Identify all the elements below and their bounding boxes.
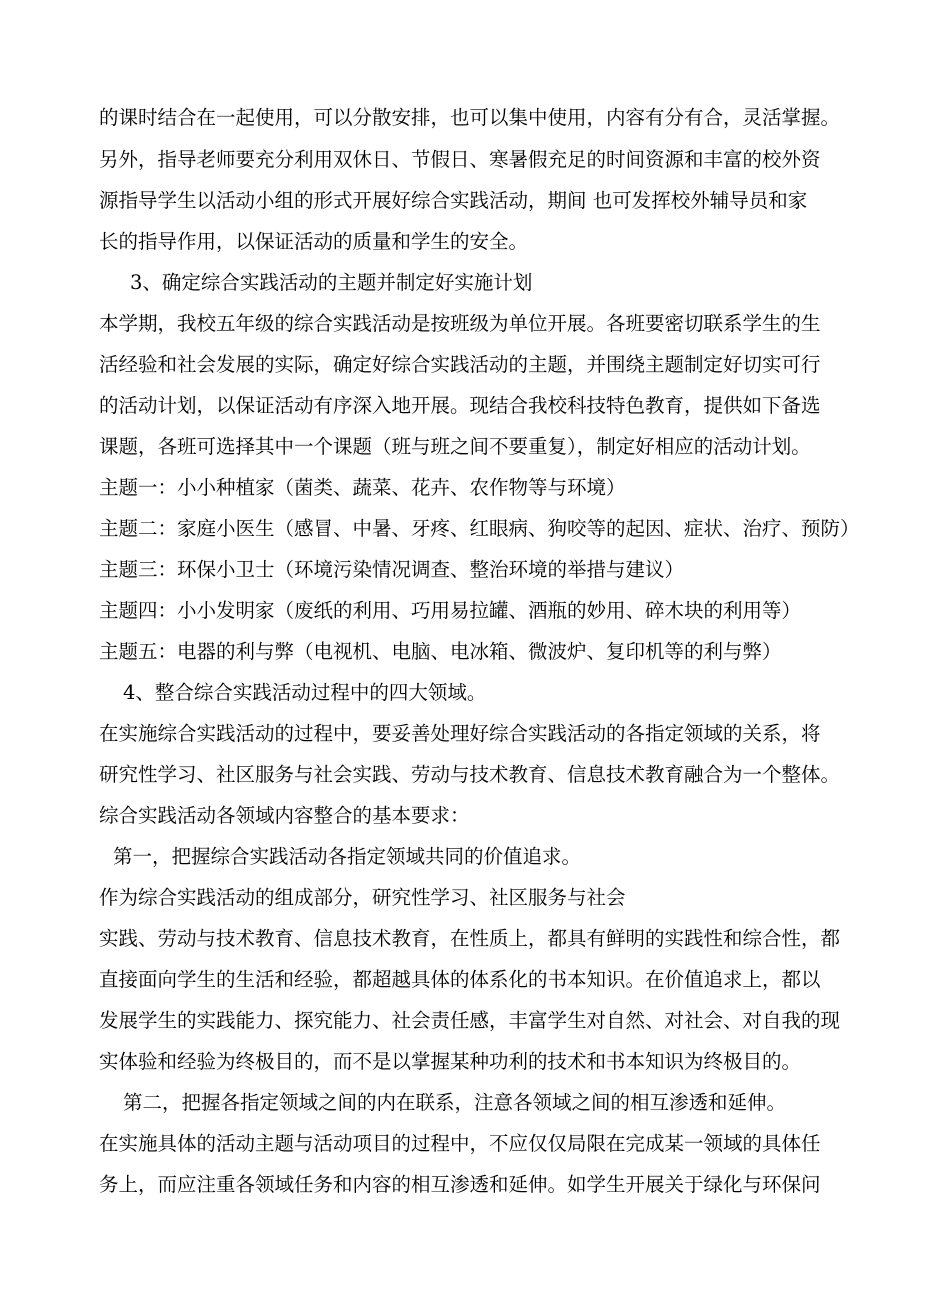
- topic-item: 主题四：小小发明家（废纸的利用、巧用易拉罐、酒瓶的妙用、碎木块的利用等）: [99, 599, 802, 622]
- section-heading: 4、整合综合实践活动过程中的四大领域。: [123, 681, 487, 704]
- paragraph-line: 发展学生的实践能力、探究能力、社会责任感，丰富学生对自然、对社会、对自我的现: [99, 1009, 841, 1032]
- paragraph-line: 研究性学习、社区服务与社会实践、劳动与技术教育、信息技术教育融合为一个整体。: [99, 763, 841, 786]
- paragraph-line: 综合实践活动各领域内容整合的基本要求：: [99, 804, 470, 827]
- paragraph-line: 直接面向学生的生活和经验，都超越具体的体系化的书本知识。在价值追求上，都以: [99, 968, 821, 991]
- paragraph-line: 本学期，我校五年级的综合实践活动是按班级为单位开展。各班要密切联系学生的生: [99, 312, 821, 335]
- paragraph-line: 作为综合实践活动的组成部分，研究性学习、社区服务与社会: [99, 886, 626, 909]
- paragraph-line: 的课时结合在一起使用，可以分散安排，也可以集中使用，内容有分有合，灵活掌握。: [99, 106, 841, 129]
- paragraph-line: 务上，而应注重各领域任务和内容的相互渗透和延伸。如学生开展关于绿化与环保问: [99, 1173, 821, 1196]
- paragraph-line: 课题，各班可选择其中一个课题（班与班之间不要重复），制定好相应的活动计划。: [99, 435, 811, 458]
- paragraph-line: 源指导学生以活动小组的形式开展好综合实践活动，期间 也可发挥校外辅导员和家: [99, 189, 808, 212]
- paragraph-line: 长的指导作用，以保证活动的质量和学生的安全。: [99, 230, 529, 253]
- paragraph-line: 另外，指导老师要充分利用双休日、节假日、寒暑假充足的时间资源和丰富的校外资: [99, 148, 821, 171]
- topic-item: 主题三：环保小卫士（环境污染情况调查、整治环境的举措与建议）: [99, 558, 685, 581]
- topic-item: 主题二：家庭小医生（感冒、中暑、牙疼、红眼病、狗咬等的起因、症状、治疗、预防）: [99, 517, 860, 540]
- paragraph-line: 活经验和社会发展的实际，确定好综合实践活动的主题，并围绕主题制定好切实可行: [99, 353, 821, 376]
- paragraph-line: 的活动计划，以保证活动有序深入地开展。现结合我校科技特色教育，提供如下备选: [99, 394, 821, 417]
- topic-item: 主题五：电器的利与弊（电视机、电脑、电冰箱、微波炉、复印机等的利与弊）: [99, 640, 782, 663]
- topic-item: 主题一：小小种植家（菌类、蔬菜、花卉、农作物等与环境）: [99, 476, 626, 499]
- paragraph-line: 在实施综合实践活动的过程中，要妥善处理好综合实践活动的各指定领域的关系，将: [99, 722, 821, 745]
- paragraph-line: 在实施具体的活动主题与活动项目的过程中，不应仅仅局限在完成某一领域的具体任: [99, 1132, 821, 1155]
- sub-heading: 第一，把握综合实践活动各指定领域共同的价值追求。: [113, 845, 582, 868]
- section-heading: 3、确定综合实践活动的主题并制定好实施计划: [130, 271, 533, 294]
- paragraph-line: 实践、劳动与技术教育、信息技术教育，在性质上，都具有鲜明的实践性和综合性，都: [99, 927, 841, 950]
- paragraph-line: 实体验和经验为终极目的，而不是以掌握某种功利的技术和书本知识为终极目的。: [99, 1050, 802, 1073]
- sub-heading: 第二，把握各指定领域之间的内在联系，注意各领域之间的相互渗透和延伸。: [123, 1091, 787, 1114]
